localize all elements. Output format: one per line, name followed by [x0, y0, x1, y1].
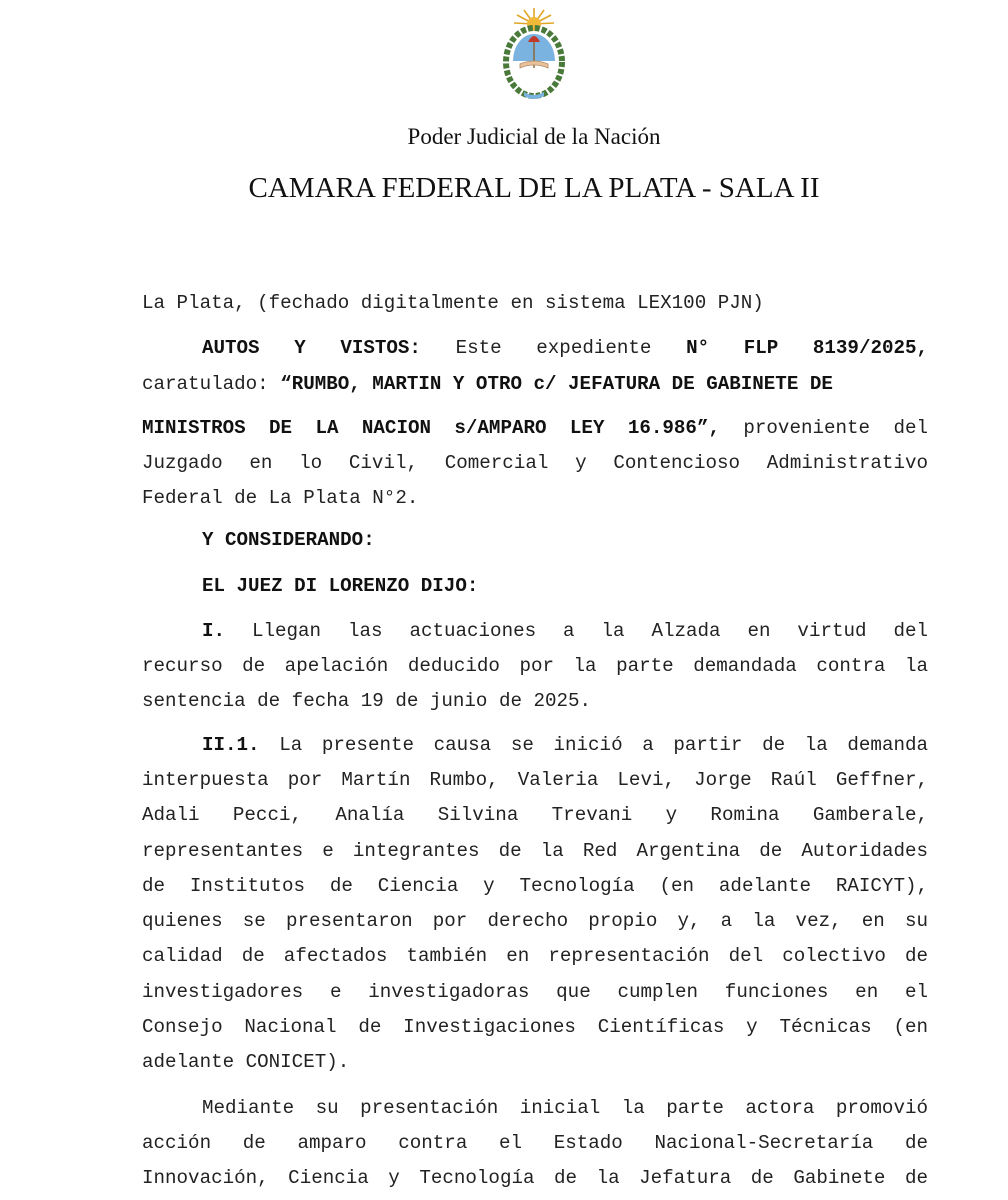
section-2-line5: de Institutos de Ciencia y Tecnología (en adelante RAICYT),: [142, 874, 928, 897]
document-body: [142, 286, 928, 1197]
autos-text: Este expediente: [455, 337, 652, 360]
section-2-line3: Adali Pecci, Analía Silvina Trevani y Romina Gamberale,: [142, 804, 928, 827]
section-2-line2: interpuesta por Martín Rumbo, Valeria Levi, Jorge Raúl Geffner,: [142, 768, 928, 791]
section-2-line6: quienes se presentaron por derecho propio y, a la vez, en su: [142, 910, 928, 933]
section-2-line10: adelante CONICET).: [142, 1051, 350, 1074]
autos-paragraph-line1: [142, 331, 928, 366]
juzgado-line1: Juzgado en lo Civil, Comercial y Contencioso Administrativo: [142, 452, 928, 475]
proveniente-text: proveniente del: [743, 416, 928, 439]
section-2-label: II.1.: [202, 733, 260, 756]
judge-heading: EL JUEZ DI LORENZO DIJO:: [202, 574, 479, 597]
section-2-line8: investigadores e investigadoras que cumplen funciones en el: [142, 980, 928, 1003]
section-1-label: I.: [202, 619, 226, 642]
section-1-line1: I. Llegan las actuaciones a la Alzada en virtud del: [202, 619, 928, 642]
place-date: La Plata, (fechado digitalmente en sistema LEX100 PJN): [142, 292, 764, 314]
autos-paragraph-line3: [142, 411, 928, 446]
juzgado-line2: Federal de La Plata N°2.: [142, 487, 419, 510]
caratulado-label: caratulado:: [142, 372, 269, 395]
case-title-part2: MINISTROS DE LA NACION s/AMPARO LEY 16.986”,: [142, 416, 720, 439]
autos-paragraph-line2: [142, 367, 928, 402]
case-number: N° FLP 8139/2025,: [686, 337, 929, 360]
section-3-line1: Mediante su presentación inicial la parte actora promovió: [202, 1096, 928, 1119]
section-2-line1: II.1. La presente causa se inició a partir de la demanda: [202, 733, 929, 756]
section-2-line4: representantes e integrantes de la Red Argentina de Autoridades: [142, 839, 928, 862]
section-2-line9: Consejo Nacional de Investigaciones Científicas y Técnicas (en: [142, 1016, 928, 1039]
court-title: CAMARA FEDERAL DE LA PLATA - SALA II: [248, 172, 820, 204]
case-title-part1: “RUMBO, MARTIN Y OTRO c/ JEFATURA DE GABINETE DE: [280, 372, 833, 395]
section-3-line3: Innovación, Ciencia y Tecnología de la Jefatura de Gabinete de: [142, 1167, 928, 1190]
section-1-line2: recurso de apelación deducido por la parte demandada contra la: [142, 655, 928, 678]
considerando-heading: Y CONSIDERANDO:: [202, 528, 375, 551]
section-1-line3: sentencia de fecha 19 de junio de 2025.: [142, 690, 592, 713]
institution-title: Poder Judicial de la Nación: [407, 124, 661, 149]
section-2-line7: calidad de afectados también en representación del colectivo de: [142, 945, 928, 968]
section-3-line2: acción de amparo contra el Estado Nacional-Secretaría de: [142, 1131, 928, 1154]
coat-of-arms-seal: [500, 4, 568, 104]
autos-label: AUTOS Y VISTOS:: [202, 337, 421, 360]
